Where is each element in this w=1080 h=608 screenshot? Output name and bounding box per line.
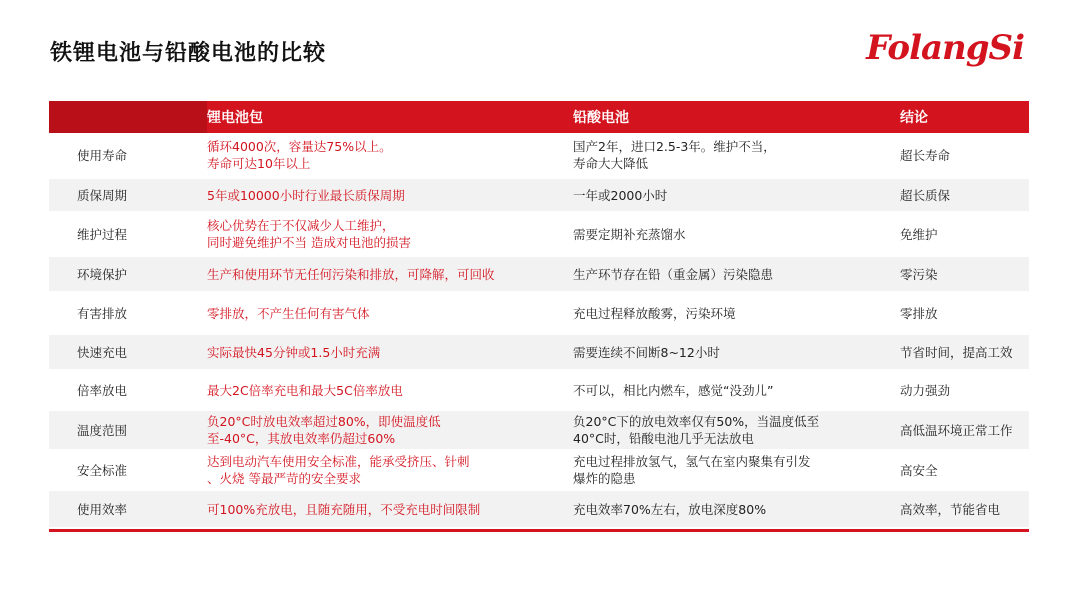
row-attribute: 质保周期: [77, 187, 128, 203]
table-row: [49, 256, 1029, 292]
row-lead-acid-line: 充电过程排放氢气，氢气在室内聚集有引发: [573, 454, 811, 469]
table-row: [49, 490, 1029, 528]
row-lithium-line: 零排放，不产生任何有害气体: [207, 305, 370, 321]
row-lead-acid-line: 充电效率70%左右，放电深度80%: [573, 501, 767, 517]
row-lithium: [207, 450, 573, 490]
row-lead-acid-line: 需要定期补充蒸馏水: [573, 226, 686, 242]
row-conclusion: 超长寿命: [900, 147, 951, 163]
row-lithium: [207, 178, 573, 212]
row-lead-acid: [573, 212, 900, 256]
row-conclusion: 超长质保: [900, 187, 951, 203]
row-lead-acid-line: 需要连续不间断8~12小时: [573, 344, 720, 360]
table-row: [49, 450, 1029, 490]
table-row: [49, 292, 1029, 334]
comparison-table-wrap: [49, 101, 1029, 529]
row-lithium-line: 同时避免维护不当 造成对电池的损害: [207, 235, 411, 250]
row-lithium-line: 至-40°C，其放电效率仍超过60%: [207, 431, 396, 446]
row-lead-acid-line: 负20°C下的放电效率仅有50%，当温度低至: [573, 414, 820, 429]
row-lead-acid-line: 40°C时，铅酸电池几乎无法放电: [573, 431, 754, 446]
page-title: 铁锂电池与铅酸电池的比较: [50, 41, 327, 66]
row-lead-acid-line: 国产2年，进口2.5-3年。维护不当，: [573, 139, 776, 154]
table-row: [49, 370, 1029, 410]
row-conclusion: 免维护: [900, 226, 938, 242]
header-lithium: 锂电池包: [207, 110, 263, 126]
row-lead-acid-line: 不可以，相比内燃车，感觉“没劲儿”: [573, 382, 774, 398]
row-lithium-line: 、火烧 等最严苛的安全要求: [207, 471, 361, 486]
row-lithium-line: 寿命可达10年以上: [207, 156, 311, 171]
header-attribute: [49, 101, 207, 133]
row-conclusion: 零污染: [900, 266, 938, 282]
row-lithium: [207, 292, 573, 334]
row-conclusion: 动力强劲: [900, 382, 951, 398]
row-lead-acid-line: 一年或2000小时: [573, 187, 668, 203]
row-lithium: [207, 133, 573, 178]
row-lead-acid-line: 爆炸的隐患: [573, 471, 636, 486]
row-lead-acid: [573, 178, 900, 212]
row-lithium: [207, 334, 573, 370]
row-conclusion: 高安全: [900, 462, 938, 478]
table-row: [49, 133, 1029, 178]
row-lithium-line: 循环4000次，容量达75%以上。: [207, 139, 392, 154]
row-lithium-line: 生产和使用环节无任何污染和排放，可降解，可回收: [207, 266, 495, 282]
row-lead-acid: [573, 133, 900, 178]
row-lithium-line: 5年或10000小时行业最长质保周期: [207, 187, 405, 203]
table-row: [49, 410, 1029, 450]
row-attribute: 环境保护: [77, 266, 128, 282]
table-row: [49, 212, 1029, 256]
row-attribute: 有害排放: [77, 305, 128, 321]
header-conclusion: 结论: [900, 110, 928, 126]
row-lead-acid: [573, 370, 900, 410]
row-lithium-line: 达到电动汽车使用安全标准，能承受挤压、针刺: [207, 454, 470, 469]
row-lead-acid-line: 寿命大大降低: [573, 156, 649, 171]
row-lithium-line: 最大2C倍率充电和最大5C倍率放电: [207, 382, 403, 398]
row-lead-acid-line: 充电过程释放酸雾，污染环境: [573, 305, 736, 321]
row-attribute: 快速充电: [77, 344, 128, 360]
row-lead-acid: [573, 450, 900, 490]
row-lithium: [207, 370, 573, 410]
row-attribute: 温度范围: [77, 422, 128, 438]
table-header-row: [49, 101, 1029, 133]
row-conclusion: 节省时间，提高工效: [900, 344, 1013, 360]
row-lithium: [207, 490, 573, 528]
row-lithium: [207, 212, 573, 256]
table-body: [49, 133, 1029, 528]
row-lithium: [207, 410, 573, 450]
row-lead-acid: [573, 410, 900, 450]
row-lead-acid: [573, 490, 900, 528]
row-lithium-line: 负20°C时放电效率超过80%，即使温度低: [207, 414, 441, 429]
row-attribute: 维护过程: [77, 226, 128, 242]
row-attribute: 使用效率: [77, 501, 128, 517]
row-lithium-line: 实际最快45分钟或1.5小时充满: [207, 344, 381, 360]
table-bottom-rule: [49, 529, 1029, 532]
row-conclusion: 高低温环境正常工作: [900, 422, 1013, 438]
row-lead-acid: [573, 292, 900, 334]
row-lead-acid: [573, 256, 900, 292]
brand-logo: FolangSi: [866, 28, 1024, 68]
row-attribute: 倍率放电: [77, 382, 128, 398]
row-attribute: 安全标准: [77, 462, 128, 478]
row-lithium-line: 可100%充放电，且随充随用，不受充电时间限制: [207, 501, 481, 517]
table-row: [49, 334, 1029, 370]
row-conclusion: 高效率，节能省电: [900, 501, 1001, 517]
row-attribute: 使用寿命: [77, 147, 128, 163]
header-lead-acid: 铅酸电池: [573, 110, 629, 126]
row-lead-acid-line: 生产环节存在铅（重金属）污染隐患: [573, 266, 774, 282]
row-lithium: [207, 256, 573, 292]
row-conclusion: 零排放: [900, 305, 938, 321]
table-row: [49, 178, 1029, 212]
comparison-table: [49, 101, 1029, 529]
row-lithium-line: 核心优势在于不仅减少人工维护，: [207, 218, 395, 233]
row-lead-acid: [573, 334, 900, 370]
